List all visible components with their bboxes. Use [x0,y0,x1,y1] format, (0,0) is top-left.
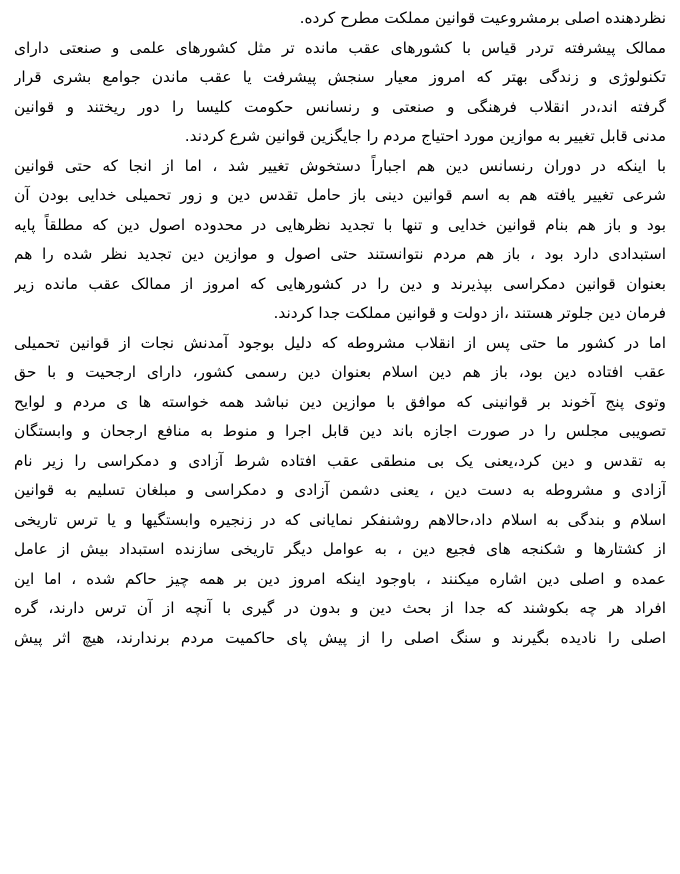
text-line: وتوی پنج آخوند بر قوانینی که موافق با موازین دین نباشد همه خواسته ها ی مردم و لوایح [14,392,666,411]
text-line: اما در کشور ما حتی پس از انقلاب مشروطه که دلیل بوجود آمدنش نجات از قوانین تحمیلی [14,333,666,352]
text-line: ممالک پیشرفته تردر قیاس با کشورهای عقب مانده تر مثل کشورهای علمی و صنعتی دارای [14,38,666,57]
text-line: گرفته اند،در انقلاب فرهنگی و صنعتی و رنسانس حکومت کلیسا را دور ریختند و قوانین [14,97,666,116]
text-line: عقب افتاده دین بود، باز هم دین اسلام بعنوان دین رسمی کشور، دارای ارجحیت و با حق [14,363,666,381]
text-line: به تقدس و دین کرد،یعنی یک بی منطقی عقب افتاده شرط آزادی و دمکراسی را زیر نام [14,451,666,470]
text-line: شرعی تغییر یافته هم به اسم قوانین دینی باز حامل تقدس دین و زور تحمیلی خدایی بودن آن [14,186,666,204]
paragraph-last-line: فرمان دین جلوتر هستند ،از دولت و قوانین مملکت جدا کردند. [273,304,666,322]
text-line: با اینکه در دوران رنسانس دین هم اجباراً دستخوش تغییر شد ، اما از انجا که حتی قوانین [14,156,666,175]
document-text [14,4,666,653]
text-line: آزادی و مشروطه به دست دین ، یعنی دشمن آزادی و دمکراسی و مبلغان تسلیم به قوانین [14,481,666,499]
text-line: بعنوان قوانین دمکراسی بپذیرند و دین را در کشورهایی که امروز از ممالک عقب مانده زیر [14,274,666,293]
paragraph-last-line: مدنی قابل تغییر به موازین مورد احتیاج مردم را جایگزین قوانین شرع کردند. [184,127,666,145]
text-line: بود و باز هم بنام قوانین خدایی و تنها با تجدید نظرهایی در محدوده اصول دین که مطلقاً پایه [14,215,666,234]
text-line: افراد هر چه بکوشند که جدا از بحث دین و بدون در گیری با آنچه از آن ترس دارند، گره [14,599,666,617]
text-line: اسلام و بندگی به اسلام داد،حالاهم روشنفکر نمایانی که در زنجیره وابستگیها و یا ترس تاریخی [14,510,666,529]
text-line: استبدادی دارد بود ، باز هم مردم نتوانستند حتی اصول و موازین دین تجدید نظر شده را هم [14,245,666,263]
text-line: تصویبی مجلس را در صورت اجازه باند دین قابل اجرا و منوط به منافع ارجحان و وابستگان [14,422,666,440]
text-line: اصلی را نادیده بگیرند و سنگ اصلی را از پیش پای حاکمیت مردم برندارند، هیچ اثر پیش [14,628,666,647]
text-line: از کشتارها و شکنجه های فجیع دین ، به عوامل دیگر تاریخی سازنده استبداد بیش از عامل [14,540,666,558]
paragraph-last-line: نظردهنده اصلی برمشروعیت قوانین مملکت مطرح کرده. [299,9,666,27]
text-line: تکنولوژی و زندگی بهتر که امروز معیار سنجش پیشرفت یا عقب ماندن جوامع بشری قرار [14,68,666,86]
text-line: عمده و اصلی دین اشاره میکنند ، باوجود اینکه امروز دین بر همه چیز حاکم شده ، اما این [14,569,666,588]
